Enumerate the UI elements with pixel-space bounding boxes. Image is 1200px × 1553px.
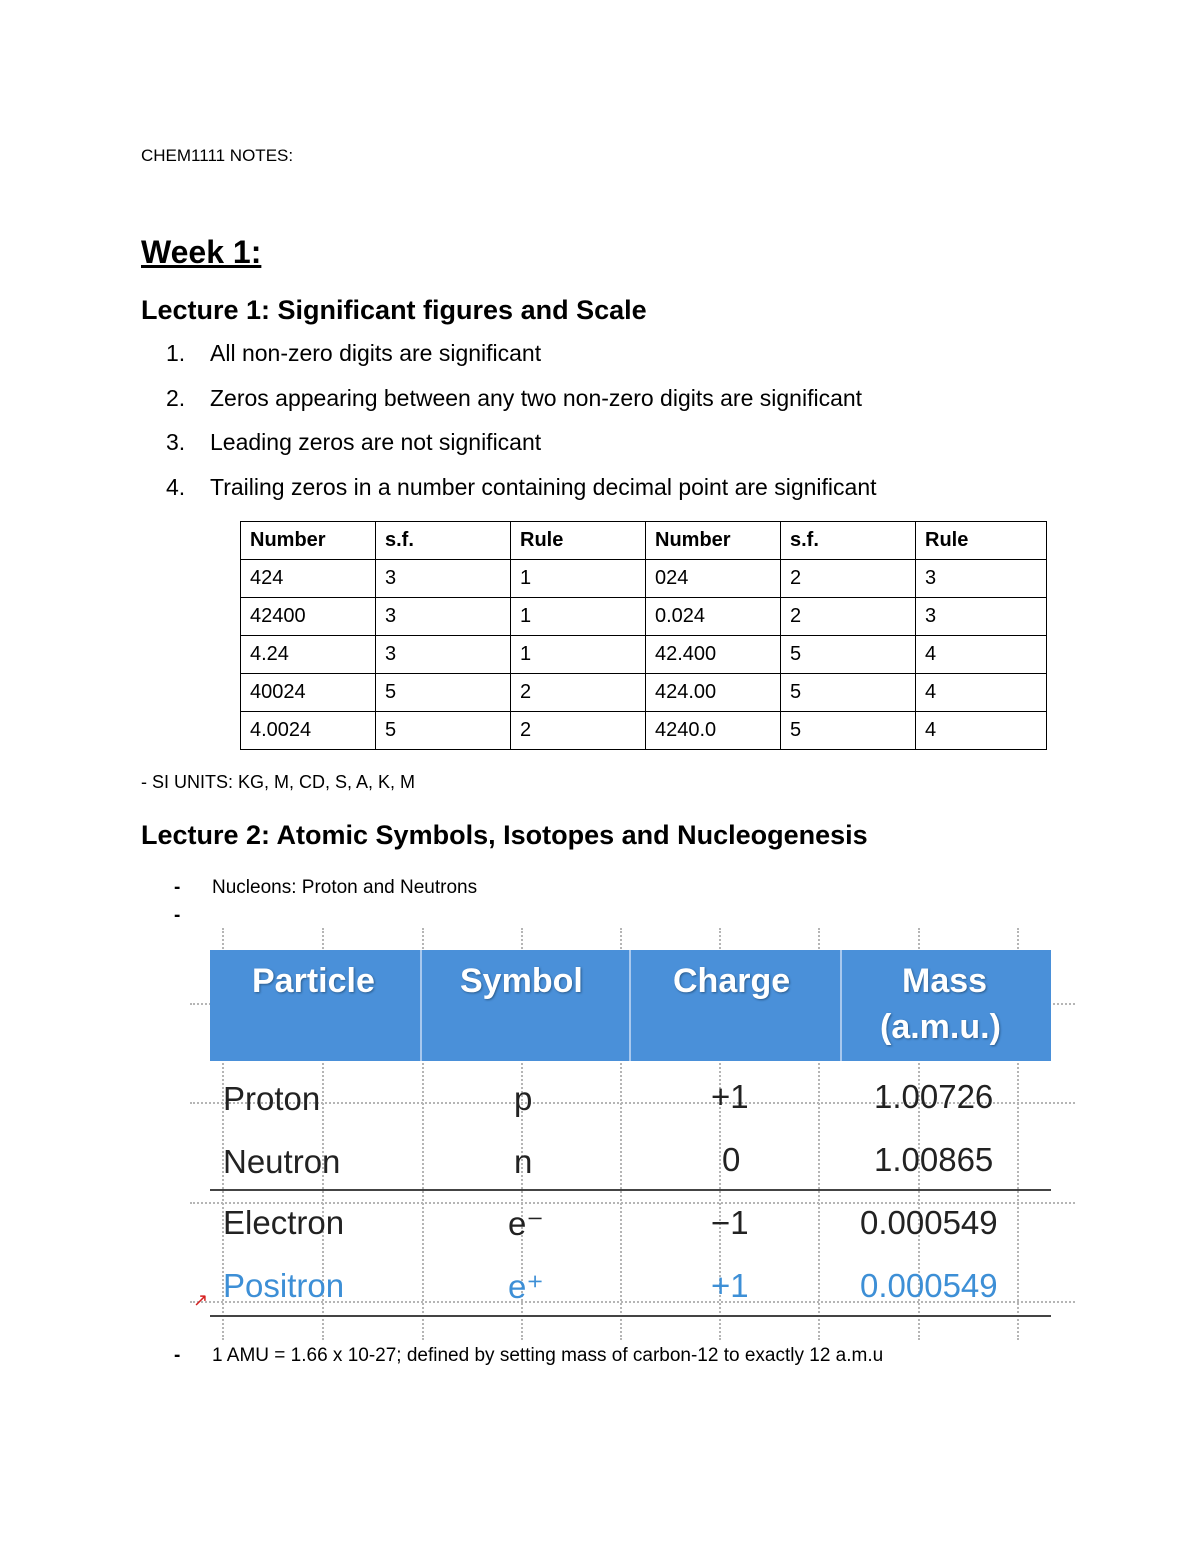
particle-table-image — [190, 928, 1075, 1340]
table-cell: 4240.0 — [646, 712, 781, 750]
rule-number: 4. — [166, 474, 186, 501]
header-symbol — [420, 950, 631, 1061]
rule-item — [166, 425, 877, 470]
table-cell: 1 — [511, 598, 646, 636]
table-cell: 5 — [376, 712, 511, 750]
header-cell: Rule — [916, 522, 1047, 560]
header-text: Symbol — [460, 962, 583, 1000]
particle-name: Positron — [223, 1267, 345, 1304]
particle-charge: +1 — [711, 1267, 749, 1304]
table-cell: 2 — [781, 560, 916, 598]
table-cell: 3 — [376, 560, 511, 598]
table-bottom-line — [210, 1315, 1051, 1317]
week-title: Week 1: — [141, 234, 262, 270]
table-cell: 4.0024 — [241, 712, 376, 750]
rule-text: Leading zeros are not significant — [210, 429, 542, 456]
particle-name: Electron — [223, 1204, 345, 1241]
bullet-empty — [174, 905, 212, 927]
header-text: Particle — [252, 962, 375, 1000]
table-cell: 42.400 — [646, 636, 781, 674]
table-cell: 2 — [511, 674, 646, 712]
table-cell: 2 — [511, 712, 646, 750]
lecture1-title: Lecture 1: Significant figures and Scale — [141, 295, 647, 325]
table-row — [241, 598, 1047, 636]
particle-symbol: e⁺ — [508, 1268, 544, 1305]
table-cell: 424 — [241, 560, 376, 598]
header-cell: Number — [241, 522, 376, 560]
table-cell: 1 — [511, 560, 646, 598]
table-row — [241, 712, 1047, 750]
table-cell: 1 — [511, 636, 646, 674]
particle-mass: 0.000549 — [860, 1204, 998, 1241]
rule-number: 2. — [166, 384, 186, 411]
table-cell: 5 — [376, 674, 511, 712]
table-cell: 4.24 — [241, 636, 376, 674]
rule-text: Zeros appearing between any two non-zero digits are significant — [210, 384, 863, 411]
table-cell: 5 — [781, 712, 916, 750]
bullet-text: 1 AMU = 1.66 x 10-27; defined by setting mass of carbon-12 to exactly 12 a.m.u — [212, 1345, 884, 1366]
table-cell: 4 — [916, 674, 1047, 712]
table-cell: 3 — [916, 598, 1047, 636]
bullet-nucleons — [174, 877, 477, 899]
bullet-dash: - — [174, 905, 181, 926]
particle-mass: 0.000549 — [860, 1267, 998, 1304]
rule-item — [166, 336, 877, 381]
rule-item — [166, 381, 877, 426]
table-cell: 024 — [646, 560, 781, 598]
particle-name: Proton — [223, 1080, 321, 1117]
header-particle — [210, 950, 420, 1061]
table-cell: 5 — [781, 636, 916, 674]
table-cell: 4 — [916, 712, 1047, 750]
particle-symbol: e⁻ — [508, 1205, 544, 1242]
table-cell: 0.024 — [646, 598, 781, 636]
table-cell: 5 — [781, 674, 916, 712]
sig-fig-rules-list — [166, 336, 877, 515]
particle-charge: 0 — [722, 1141, 741, 1178]
header-charge — [629, 950, 842, 1061]
si-units-note: - SI UNITS: KG, M, CD, S, A, K, M — [141, 772, 416, 792]
header-cell: Number — [646, 522, 781, 560]
particle-charge: −1 — [711, 1204, 749, 1241]
particle-mass: 1.00865 — [874, 1141, 994, 1178]
header-cell: s.f. — [376, 522, 511, 560]
header-cell: s.f. — [781, 522, 916, 560]
header-text: Mass — [902, 962, 988, 1000]
rule-text: All non-zero digits are significant — [210, 340, 542, 366]
table-cell: 2 — [781, 598, 916, 636]
header-text: Charge — [673, 962, 791, 1000]
bullet-amu — [174, 1345, 883, 1367]
arrow-icon: ↗ — [193, 1290, 209, 1310]
particle-charge: +1 — [711, 1078, 749, 1115]
table-cell: 40024 — [241, 674, 376, 712]
header-cell: Rule — [511, 522, 646, 560]
rule-item — [166, 470, 877, 515]
particle-symbol: n — [514, 1143, 533, 1180]
bullet-dash: - — [174, 877, 181, 898]
rule-number: 3. — [166, 429, 186, 456]
particle-name: Neutron — [223, 1143, 341, 1180]
table-row — [241, 636, 1047, 674]
lecture2-title: Lecture 2: Atomic Symbols, Isotopes and Nucleogenesis — [141, 820, 868, 850]
sig-fig-table — [240, 521, 1047, 750]
bullet-dash: - — [174, 1345, 181, 1366]
table-divider — [210, 1189, 1051, 1191]
header-note: CHEM1111 NOTES: — [141, 146, 294, 165]
table-cell: 424.00 — [646, 674, 781, 712]
table-row — [241, 560, 1047, 598]
particle-mass: 1.00726 — [874, 1078, 994, 1115]
rule-number: 1. — [166, 340, 186, 366]
bullet-text: Nucleons: Proton and Neutrons — [212, 877, 478, 898]
table-row — [241, 674, 1047, 712]
table-cell: 3 — [376, 636, 511, 674]
table-cell: 42400 — [241, 598, 376, 636]
rule-text: Trailing zeros in a number containing decimal point are significant — [210, 474, 877, 501]
particle-table-header — [210, 950, 1051, 1061]
particle-symbol: p — [514, 1080, 533, 1117]
table-header-row — [241, 522, 1047, 560]
header-text: (a.m.u.) — [880, 1008, 1001, 1046]
table-cell: 3 — [916, 560, 1047, 598]
table-cell: 4 — [916, 636, 1047, 674]
header-mass — [840, 950, 1053, 1061]
table-cell: 3 — [376, 598, 511, 636]
